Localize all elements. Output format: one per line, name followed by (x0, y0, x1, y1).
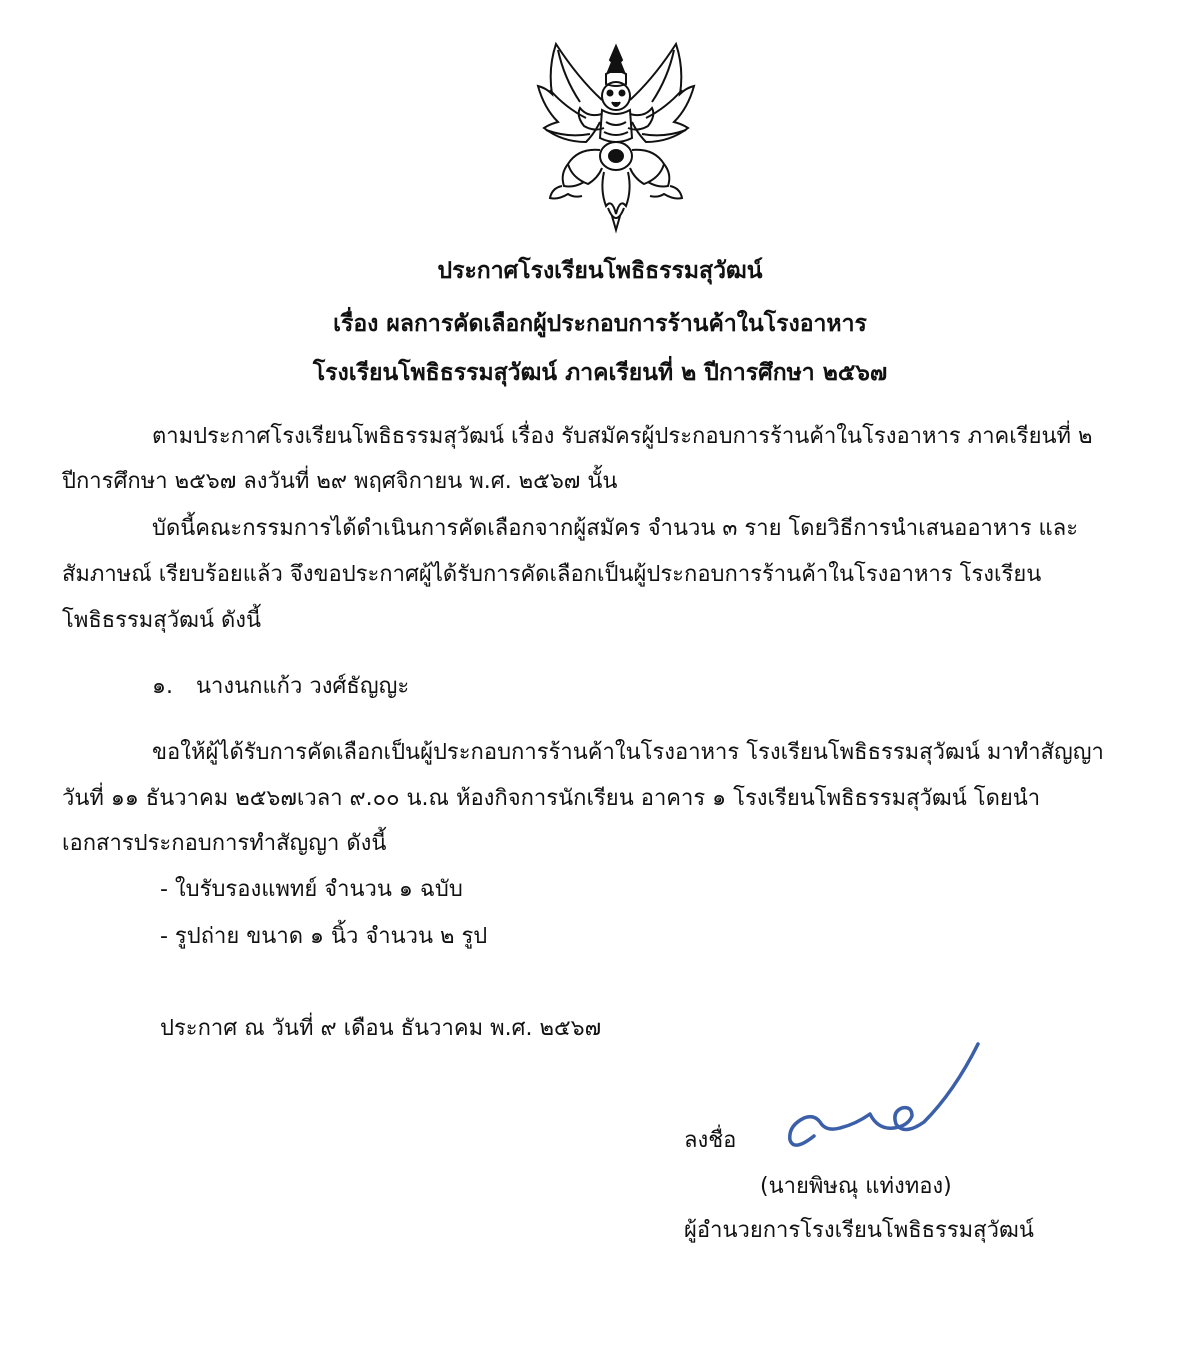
sign-label: ลงชื่อ (684, 1128, 737, 1153)
selected-item-name: นางนกแก้ว วงศ์ธัญญะ (196, 674, 410, 699)
paragraph-line: ตามประกาศโรงเรียนโพธิธรรมสุวัฒน์ เรื่อง รับสมัครผู้ประกอบการร้านค้าในโรงอาหาร ภาคเรียนที่ ๒ (152, 424, 1093, 449)
announcement-subject: เรื่อง ผลการคัดเลือกผู้ประกอบการร้านค้าในโรงอาหาร (333, 311, 867, 337)
announcement-title: ประกาศโรงเรียนโพธิธรรมสุวัฒน์ (437, 258, 763, 284)
paragraph-line: เอกสารประกอบการทำสัญญา ดังนี้ (62, 831, 387, 856)
paragraph-line: บัดนี้คณะกรรมการได้ดำเนินการคัดเลือกจากผู้สมัคร จำนวน ๓ ราย โดยวิธีการนำเสนออาหาร และ (152, 516, 1079, 541)
announcement-subtitle: โรงเรียนโพธิธรรมสุวัฒน์ ภาคเรียนที่ ๒ ปีการศึกษา ๒๕๖๗ (312, 360, 888, 386)
garuda-emblem-icon (528, 38, 704, 234)
document-item: - ใบรับรองแพทย์ จำนวน ๑ ฉบับ (160, 877, 463, 902)
signer-name: (นายพิษณุ แท่งทอง) (760, 1174, 952, 1199)
paragraph-line: ปีการศึกษา ๒๕๖๗ ลงวันที่ ๒๙ พฤศจิกายน พ.ศ. ๒๕๖๗ นั้น (62, 469, 618, 494)
paragraph-line: ขอให้ผู้ได้รับการคัดเลือกเป็นผู้ประกอบการร้านค้าในโรงอาหาร โรงเรียนโพธิธรรมสุวัฒน์ มาทำสัญญา (152, 740, 1104, 765)
selected-item-number: ๑. (152, 674, 173, 699)
paragraph-line: สัมภาษณ์ เรียบร้อยแล้ว จึงขอประกาศผู้ได้รับการคัดเลือกเป็นผู้ประกอบการร้านค้าในโรงอาหาร โรงเรียน (62, 562, 1042, 587)
announcement-date: ประกาศ ณ วันที่ ๙ เดือน ธันวาคม พ.ศ. ๒๕๖๗ (160, 1016, 602, 1041)
document-item: - รูปถ่าย ขนาด ๑ นิ้ว จำนวน ๒ รูป (160, 924, 488, 949)
paragraph-line: วันที่ ๑๑ ธันวาคม ๒๕๖๗เวลา ๙.๐๐ น.ณ ห้องกิจการนักเรียน อาคาร ๑ โรงเรียนโพธิธรรมสุวัฒน์ โดยนำ (62, 786, 1041, 811)
handwritten-signature (784, 1036, 984, 1166)
signer-position: ผู้อำนวยการโรงเรียนโพธิธรรมสุวัฒน์ (684, 1218, 1034, 1243)
paragraph-line: โพธิธรรมสุวัฒน์ ดังนี้ (62, 608, 262, 633)
